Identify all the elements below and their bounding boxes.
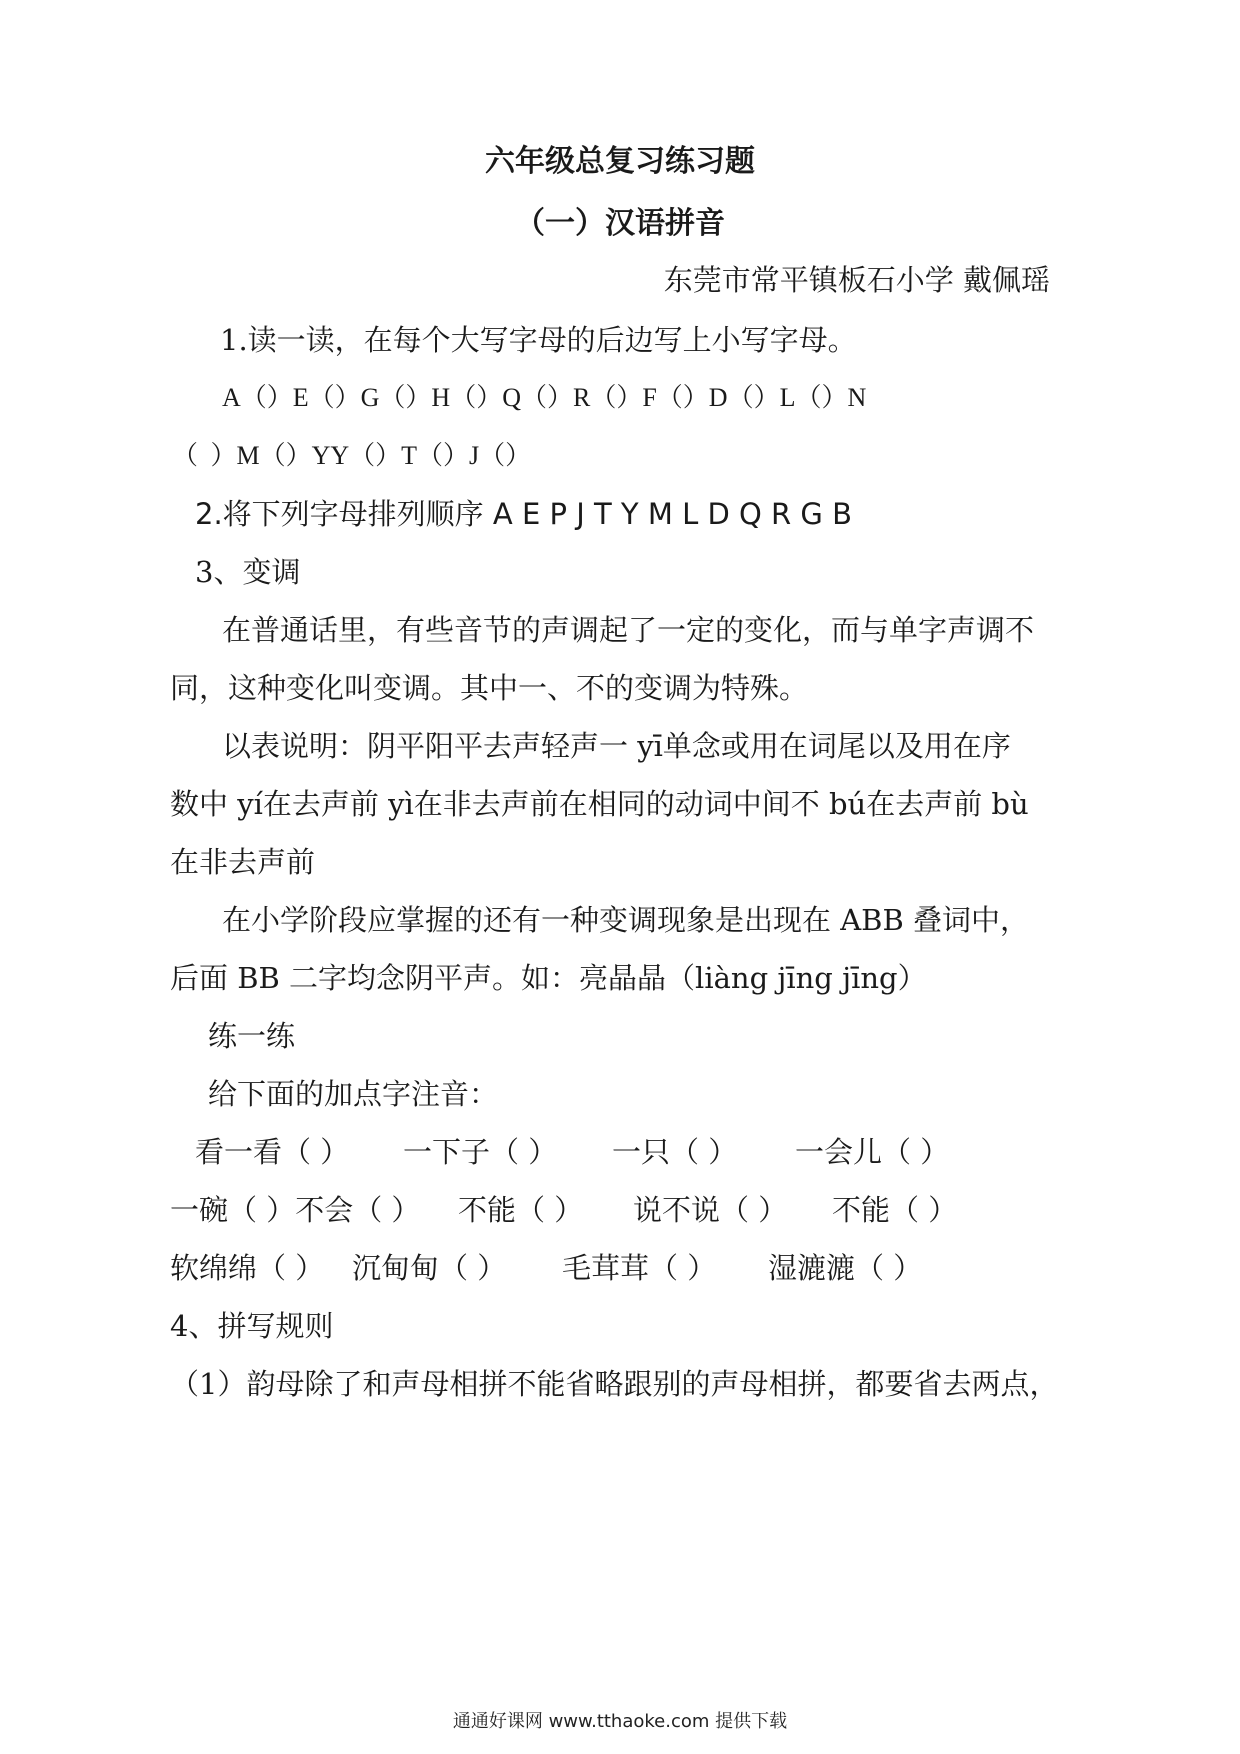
q3-para1-line1: 在普通话里，有些音节的声调起了一定的变化，而与单字声调不 bbox=[222, 613, 1035, 647]
exercise-item[interactable]: 一碗（ ）不会（ ） bbox=[170, 1193, 421, 1227]
exercise-item[interactable]: 一只（ ） bbox=[612, 1135, 738, 1169]
footer-download-note: 通通好课网 www.tthaoke.com 提供下载 bbox=[452, 1711, 788, 1732]
q1-letters-line2: （ ）M（）YY（）T（）J（） bbox=[172, 441, 532, 470]
exercise-row-1 bbox=[0, 1132, 1240, 1172]
q3-para1-line2: 同，这种变化叫变调。其中一、不的变调为特殊。 bbox=[170, 671, 809, 705]
q1-prompt: 1.读一读，在每个大写字母的后边写上小写字母。 bbox=[220, 323, 857, 357]
author-line: 东莞市常平镇板石小学 戴佩瑶 bbox=[663, 263, 1050, 297]
q1-letters-line1: A（）E（）G（）H（）Q（）R（）F（）D（）L（）N bbox=[222, 383, 867, 412]
page-subtitle: （一）汉语拼音 bbox=[515, 206, 725, 241]
exercise-item[interactable]: 不能（ ） bbox=[832, 1193, 958, 1227]
exercise-item[interactable]: 湿漉漉（ ） bbox=[768, 1251, 923, 1285]
exercise-item[interactable]: 一下子（ ） bbox=[403, 1135, 558, 1169]
q3-para2-line2: 数中 yí在去声前 yì在非去声前在相同的动词中间不 bú在去声前 bù bbox=[170, 787, 1029, 821]
exercise-item[interactable]: 沉甸甸（ ） bbox=[352, 1251, 507, 1285]
q3-heading: 3、变调 bbox=[195, 555, 301, 589]
exercise-item[interactable]: 毛茸茸（ ） bbox=[562, 1251, 717, 1285]
q3-para2-line1: 以表说明：阴平阳平去声轻声一 yī单念或用在词尾以及用在序 bbox=[222, 729, 1011, 763]
exercise-item[interactable]: 说不说（ ） bbox=[633, 1193, 788, 1227]
q3-instruction: 给下面的加点字注音： bbox=[208, 1077, 499, 1111]
exercise-row-2 bbox=[0, 1190, 1240, 1230]
q3-para3-line1: 在小学阶段应掌握的还有一种变调现象是出现在 ABB 叠词中， bbox=[222, 903, 1030, 937]
q3-para3-line2: 后面 BB 二字均念阴平声。如：亮晶晶（liàng jīng jīng） bbox=[170, 961, 927, 995]
q3-para2-line3: 在非去声前 bbox=[170, 845, 316, 879]
exercise-item[interactable]: 软绵绵（ ） bbox=[170, 1251, 325, 1285]
exercise-item[interactable]: 看一看（ ） bbox=[195, 1135, 350, 1169]
page-title: 六年级总复习练习题 bbox=[485, 144, 755, 179]
q2-prompt: 2.将下列字母排列顺序 A E P J T Y M L D Q R G B bbox=[195, 497, 852, 531]
exercise-item[interactable]: 不能（ ） bbox=[458, 1193, 584, 1227]
exercise-item[interactable]: 一会儿（ ） bbox=[795, 1135, 950, 1169]
exercise-row-3 bbox=[0, 1248, 1240, 1288]
q4-heading: 4、拼写规则 bbox=[170, 1309, 334, 1343]
q4-rule1: （1）韵母除了和声母相拼不能省略跟别的声母相拼，都要省去两点， bbox=[170, 1367, 1059, 1401]
q3-practice-label: 练一练 bbox=[208, 1019, 296, 1053]
